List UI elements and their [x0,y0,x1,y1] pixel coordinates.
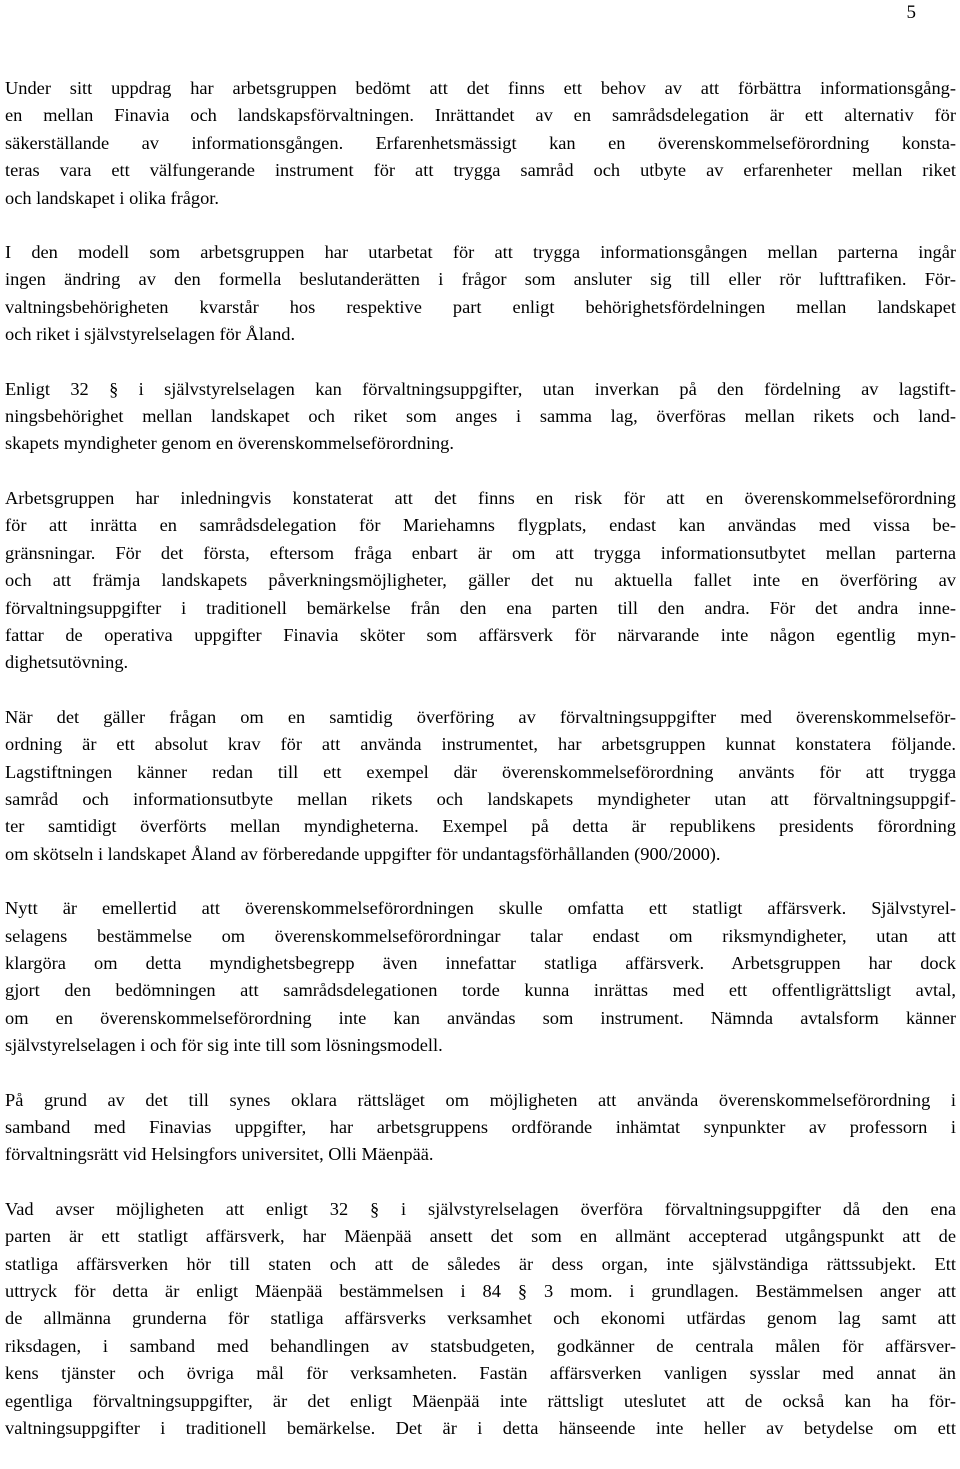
text-line: klargöra om detta myndighetsbegrepp även innefattar statliga affärsverk. Arbetsgruppen har dock [5,952,956,973]
text-line: skapets myndigheter genom en överenskommelseförordning. [5,433,454,454]
paragraph-6 [5,895,956,1059]
text-line: Nytt är emellertid att överenskommelseförordningen skulle omfatta ett statligt affärsverk. Självstyrel- [5,898,956,919]
text-line: självstyrelselagen i och för sig inte till som lösningsmodell. [5,1035,443,1056]
paragraph-3 [5,376,956,458]
text-line: Lagstiftningen känner redan till ett exempel där överenskommelseförordning använts för att trygga [5,761,956,782]
text-line: samband med Finavias uppgifter, har arbetsgruppens ordförande inhämtat synpunkter av professorn i [5,1117,956,1137]
text-line: egentliga förvaltningsuppgifter, är det enligt Mäenpää inte rättsligt uteslutet att de också kan ha för- [5,1390,956,1411]
text-line: ningsbehörighet mellan landskapet och riket som anges i samma lag, överföras mellan rikets och land- [5,406,956,427]
text-line: säkerställande av informationsgången. Erfarenhetsmässigt kan en överenskommelseförordning konsta- [5,132,956,153]
text-line: de allmänna grunderna för statliga affärsverks verksamhet och ekonomi utfärdas genom lag samt att [5,1308,956,1329]
text-line: förvaltningsrätt vid Helsingfors universitet, Olli Mäenpää. [5,1144,434,1165]
text-line: valtningsuppgifter i traditionell bemärkelse. Det är i detta hänseende inte heller av betydelse om ett [5,1418,956,1439]
text-line: På grund av det till synes oklara rättsläget om möjligheten att använda överenskommelseförordning i [5,1089,956,1110]
text-line: selagens bestämmelse om överenskommelseförordningar talar endast om riksmyndigheter, utan att [5,925,956,946]
text-line: uttryck för detta är enligt Mäenpää bestämmelsen i 84 § 3 mom. i grundlagen. Bestämmelsen anger att [5,1281,956,1302]
paragraph-2 [5,239,956,349]
text-line: och landskapet i olika frågor. [5,187,219,208]
text-line: och riket i självstyrelselagen för Åland. [5,324,296,345]
paragraph-7 [5,1087,956,1169]
document-body [5,75,956,1469]
text-line: och att främja landskapets påverkningsmöjligheter, gäller det nu aktuella fallet inte en överföring av [5,570,956,591]
text-line: samråd och informationsutbyte mellan rikets och landskapets myndigheter utan att förvaltningsuppgif- [5,788,956,809]
text-line: dighetsutövning. [5,652,129,673]
text-line: ingen ändring av den formella beslutanderätten i frågor som ansluter sig till eller rör lufttrafiken. För- [5,269,956,290]
text-line: I den modell som arbetsgruppen har utarbetat för att trygga informationsgången mellan parterna ingår [5,242,956,263]
text-line: ordning är ett absolut krav för att använda instrumentet, har arbetsgruppen kunnat konstatera följande. [5,734,956,755]
text-line: Arbetsgruppen har inledningvis konstaterat att det finns en risk för att en överenskommelseförordning [5,487,956,508]
text-line: valtningsbehörigheten kvarstår hos respektive part enligt behörighetsfördelningen mellan landskapet [5,296,956,317]
text-line: en mellan Finavia och landskapsförvaltningen. Inrättandet av en samrådsdelegation är ett alternativ för [5,105,956,126]
page-number: 5 [906,2,916,23]
text-line: Vad avser möjligheten att enligt 32 § i självstyrelselagen överföra förvaltningsuppgifter då den ena [5,1198,956,1219]
text-line: parten är ett statligt affärsverk, har Mäenpää ansett det som en allmänt accepterad utgångspunkt att de [5,1226,956,1247]
text-line: om skötseln i landskapet Åland av förberedande uppgifter för undantagsförhållanden (900/2000). [5,843,721,864]
text-line: gränsningar. För det första, eftersom fråga enbart är om att trygga informationsutbytet mellan parterna [5,542,956,563]
paragraph-1 [5,75,956,212]
paragraph-4 [5,485,956,677]
text-line: ter samtidigt överförts mellan myndigheterna. Exempel på detta är republikens presidents förordning [5,816,956,837]
paragraph-5 [5,704,956,868]
text-line: gjort den bedömningen att samrådsdelegationen torde kunna inrättas med ett offentligrättsligt avtal, [5,980,956,1001]
text-line: När det gäller frågan om en samtidig överföring av förvaltningsuppgifter med överenskommelseför- [5,706,956,727]
text-line: teras vara ett välfungerande instrument för att trygga samråd och utbyte av erfarenheter mellan riket [5,160,956,181]
text-line: riksdagen, i samband med behandlingen av statsbudgeten, godkänner de centrala målen för affärsver- [5,1335,956,1356]
text-line: förvaltningsuppgifter i traditionell bemärkelse från den ena parten till den andra. För det andra inne- [5,597,956,618]
paragraph-8 [5,1196,956,1443]
text-line: Under sitt uppdrag har arbetsgruppen bedömt att det finns ett behov av att förbättra informationsgång- [5,78,956,98]
text-line: om en överenskommelseförordning inte kan användas som instrument. Nämnda avtalsform känner [5,1007,956,1028]
text-line: fattar de operativa uppgifter Finavia sköter som affärsverk för närvarande inte någon egentlig myn- [5,624,956,645]
text-line: statliga affärsverken hör till staten och att de således är dess organ, inte självständiga rättssubjekt. Ett [5,1253,956,1274]
text-line: för att inrätta en samrådsdelegation för Mariehamns flygplats, endast kan användas med vissa be- [5,515,956,536]
text-line: Enligt 32 § i självstyrelselagen kan förvaltningsuppgifter, utan inverkan på den fördelning av lagstift- [5,378,956,399]
text-line: kens tjänster och övriga mål för verksamheten. Fastän affärsverken vanligen sysslar med annat än [5,1363,956,1384]
